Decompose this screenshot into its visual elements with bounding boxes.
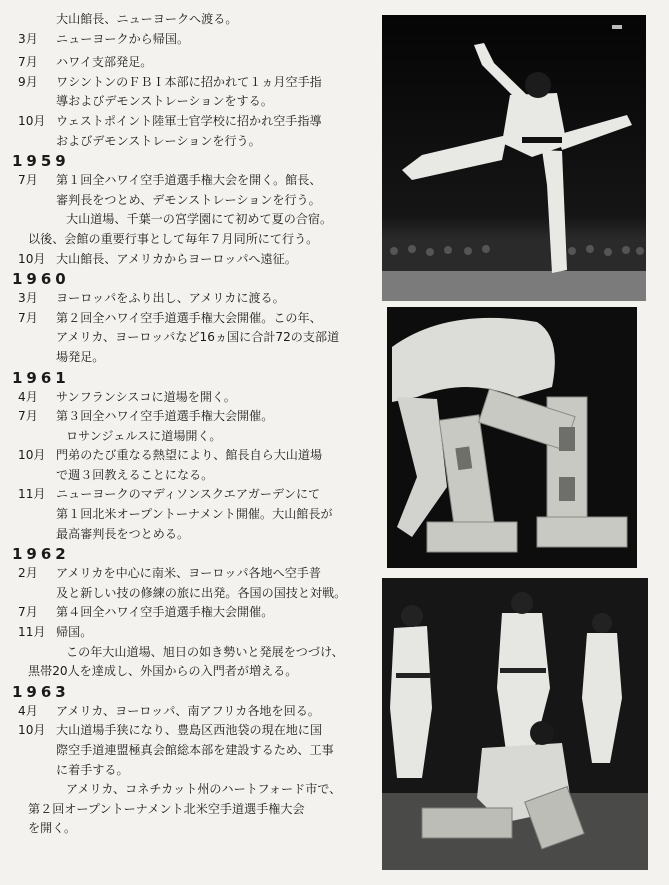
entry-continuation: を開く。 xyxy=(28,821,77,836)
entry-month: 11月 xyxy=(18,625,46,640)
timeline-entry xyxy=(8,388,380,408)
photo-demonstration xyxy=(382,578,648,870)
entry-month: 7月 xyxy=(18,173,38,188)
timeline-entry xyxy=(8,702,380,722)
entry-text: サンフランシスコに道場を開く。 xyxy=(56,389,236,404)
entry-month: 7月 xyxy=(18,605,38,620)
entry-text: 第２回全ハワイ空手道選手権大会開催。この年、 xyxy=(56,310,322,325)
timeline-entry xyxy=(8,289,380,309)
entry-month: 10月 xyxy=(18,723,46,738)
year-heading: 1961 xyxy=(12,368,70,387)
timeline-entry xyxy=(8,407,380,427)
entry-continuation: アメリカ、ヨーロッパなど16ヵ国に合計72の支部道 xyxy=(56,330,340,345)
timeline-entry xyxy=(8,485,380,505)
entry-month: 10月 xyxy=(18,251,46,266)
entry-month: 4月 xyxy=(18,389,38,404)
timeline-entry xyxy=(8,721,380,741)
entry-text: 帰国。 xyxy=(56,625,93,640)
entry-month: 4月 xyxy=(18,703,38,718)
photo-block-breaking xyxy=(387,307,637,568)
entry-continuation: 審判長をつとめ、デモンストレーションを行う。 xyxy=(56,192,321,207)
timeline-entry xyxy=(8,309,380,329)
entry-text: 第１回全ハワイ空手道選手権大会を開く。館長、 xyxy=(56,173,322,188)
year-heading: 1963 xyxy=(12,682,70,701)
timeline-entry xyxy=(8,603,380,623)
entry-text: ウェストポイント陸軍士官学校に招かれ空手指導 xyxy=(56,113,322,128)
entry-continuation: 黒帯20人を達成し、外国からの入門者が増える。 xyxy=(28,664,298,679)
entry-continuation: およびデモンストレーションを行う。 xyxy=(56,133,261,148)
entry-continuation: 場発足。 xyxy=(56,349,105,364)
entry-continuation: で週３回教えることになる。 xyxy=(56,467,214,482)
timeline-entry xyxy=(8,53,380,73)
timeline-entry xyxy=(8,112,380,132)
entry-continuation: アメリカ、コネチカット州のハートフォード市で、 xyxy=(66,782,342,797)
entry-continuation: 大山道場、千葉一の宮学園にて初めて夏の合宿。 xyxy=(66,212,333,227)
entry-month: 7月 xyxy=(18,55,38,70)
timeline-entry xyxy=(8,30,380,50)
entry-continuation: 大山館長、ニューヨークへ渡る。 xyxy=(56,12,238,26)
entry-text: ニューヨークのマディソンスクエアガーデンにて xyxy=(56,487,321,502)
entry-text: アメリカ、ヨーロッパ、南アフリカ各地を回る。 xyxy=(56,703,320,718)
entry-continuation: 第１回北米オープントーナメント開催。大山館長が xyxy=(56,507,333,522)
entry-month: 9月 xyxy=(18,74,38,89)
entry-month: 2月 xyxy=(18,566,38,581)
timeline-entry xyxy=(8,564,380,584)
entry-continuation: 第２回オープントーナメント北米空手道選手権大会 xyxy=(28,801,305,816)
entry-text: ヨーロッパをふり出し、アメリカに渡る。 xyxy=(56,291,285,306)
photo-flying-kick xyxy=(382,15,646,301)
entry-text: アメリカを中心に南米、ヨーロッパ各地へ空手普 xyxy=(56,566,321,581)
entry-continuation: 際空手道連盟極真会館総本部を建設するため、工事 xyxy=(56,743,334,757)
timeline-entry xyxy=(8,446,380,466)
entry-month: 3月 xyxy=(18,31,38,46)
entry-text: ハワイ支部発足。 xyxy=(56,55,153,70)
entry-continuation: 及と新しい技の修練の旅に出発。各国の国技と対戦。 xyxy=(56,585,347,600)
entry-month: 7月 xyxy=(18,409,38,424)
entry-text: 第３回全ハワイ空手道選手権大会開催。 xyxy=(56,409,274,424)
timeline-entry xyxy=(8,73,380,93)
entry-text: 大山道場手狭になり、豊島区西池袋の現在地に国 xyxy=(56,723,323,738)
entry-text: ワシントンのＦＢＩ本部に招かれて１ヵ月空手指 xyxy=(56,74,322,89)
entry-text: ニューヨークから帰国。 xyxy=(56,31,190,46)
year-heading: 1962 xyxy=(12,545,70,564)
year-heading: 1959 xyxy=(12,152,70,171)
entry-month: 11月 xyxy=(18,487,46,502)
entry-month: 10月 xyxy=(18,448,46,463)
entry-continuation: この年大山道場、旭日の如き勢いと発展をつづけ、 xyxy=(66,644,344,659)
entry-month: 3月 xyxy=(18,291,38,306)
year-heading: 1960 xyxy=(12,270,70,289)
entry-continuation: に着手する。 xyxy=(56,762,129,777)
entry-month: 7月 xyxy=(18,310,38,325)
entry-continuation: 以後、会館の重要行事として毎年７月同所にて行う。 xyxy=(28,231,319,246)
timeline-column xyxy=(8,10,380,839)
timeline-entry xyxy=(8,250,380,270)
entry-month: 10月 xyxy=(18,113,46,128)
entry-text: 門弟のたび重なる熱望により、館長自ら大山道場 xyxy=(56,448,323,463)
timeline-entry xyxy=(8,171,380,191)
entry-continuation: 最高審判長をつとめる。 xyxy=(56,526,190,541)
entry-continuation: ロサンジェルスに道場開く。 xyxy=(66,428,222,443)
entry-continuation: 導およびデモンストレーションをする。 xyxy=(56,94,273,109)
entry-text: 第４回全ハワイ空手道選手権大会開催。 xyxy=(56,605,274,620)
timeline-entry xyxy=(8,623,380,643)
entry-text: 大山館長、アメリカからヨーロッパへ遠征。 xyxy=(56,251,297,266)
